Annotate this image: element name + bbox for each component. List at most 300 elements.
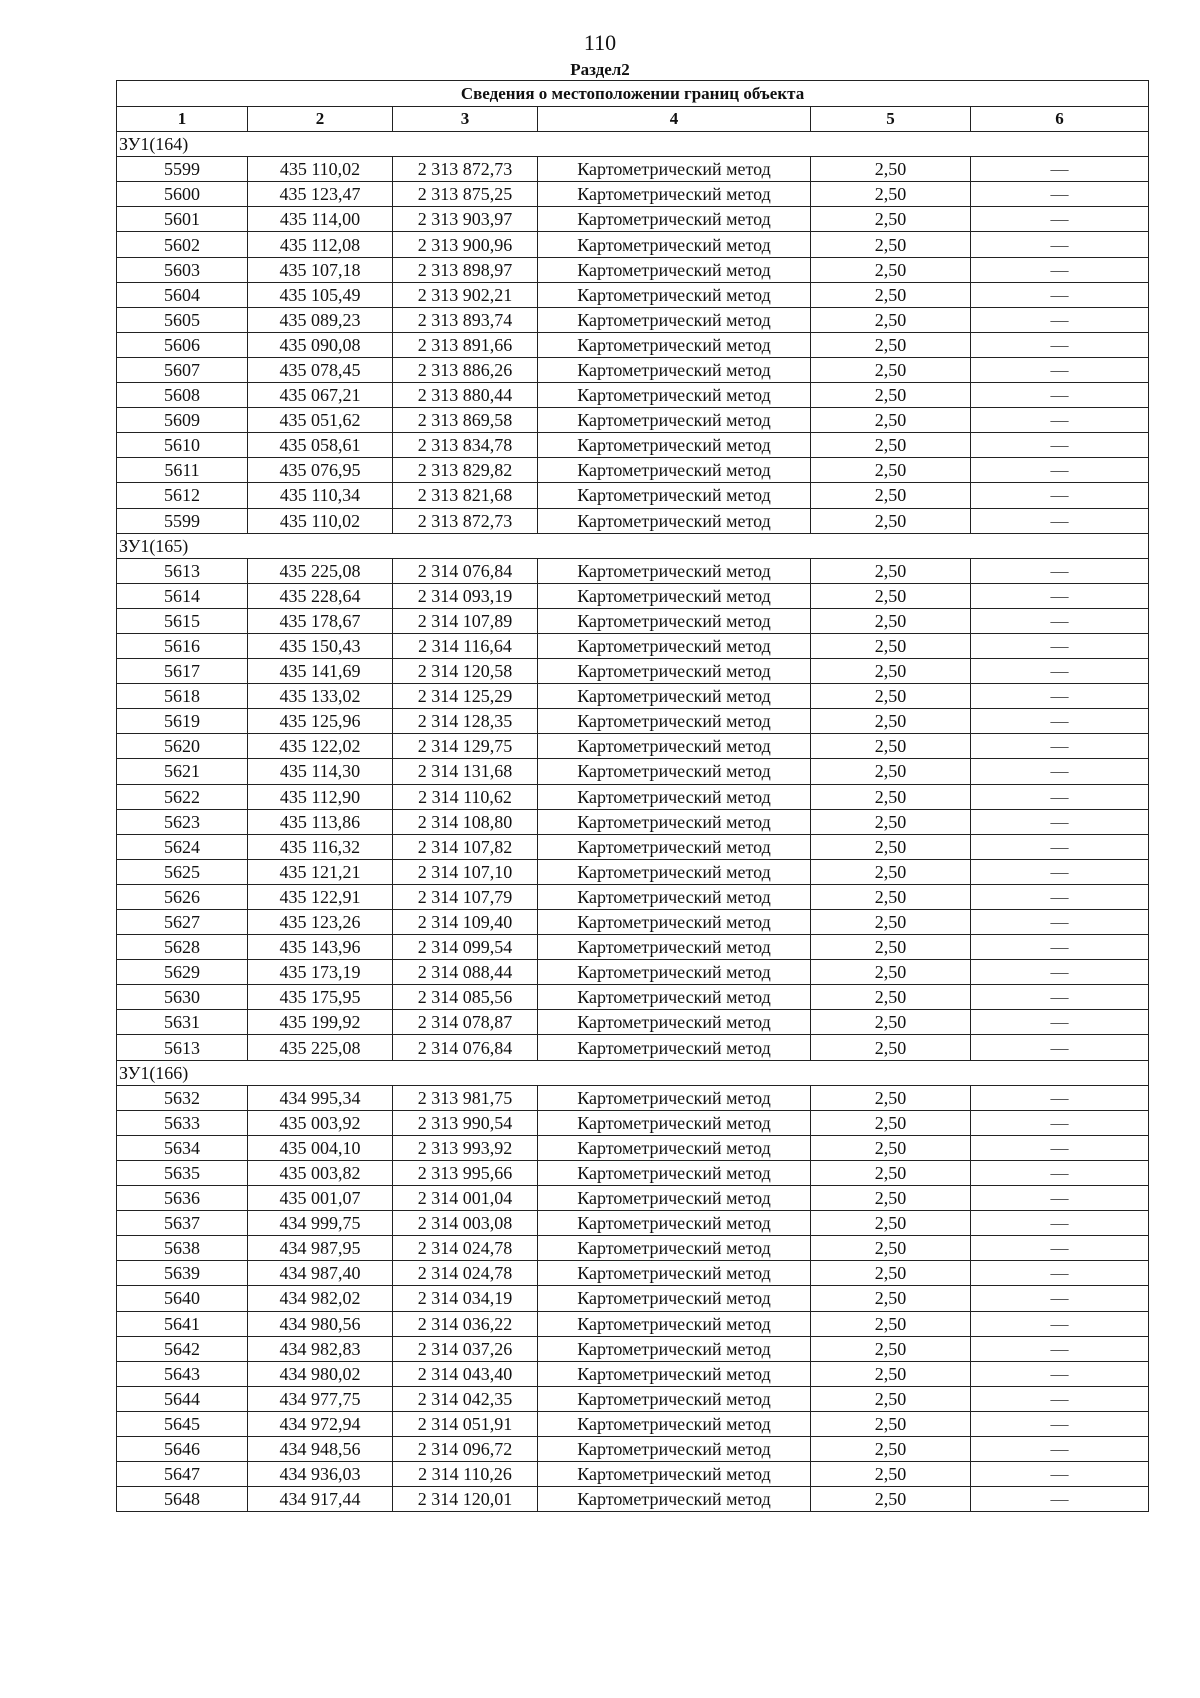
point-number-cell: 5608 xyxy=(117,383,248,408)
table-row xyxy=(117,1286,1149,1311)
x-coordinate-cell: 434 987,40 xyxy=(248,1261,393,1286)
table-row xyxy=(117,608,1149,633)
table-row xyxy=(117,684,1149,709)
y-coordinate-cell: 2 313 829,82 xyxy=(393,458,538,483)
point-number-cell: 5627 xyxy=(117,910,248,935)
x-coordinate-cell: 435 225,08 xyxy=(248,1035,393,1060)
method-cell: Картометрический метод xyxy=(538,910,811,935)
accuracy-cell: 2,50 xyxy=(811,307,971,332)
accuracy-cell: 2,50 xyxy=(811,659,971,684)
method-cell: Картометрический метод xyxy=(538,859,811,884)
point-number-cell: 5613 xyxy=(117,558,248,583)
point-number-cell: 5612 xyxy=(117,483,248,508)
method-cell: Картометрический метод xyxy=(538,282,811,307)
point-number-cell: 5648 xyxy=(117,1487,248,1512)
x-coordinate-cell: 435 199,92 xyxy=(248,1010,393,1035)
point-number-cell: 5622 xyxy=(117,784,248,809)
y-coordinate-cell: 2 314 107,79 xyxy=(393,884,538,909)
x-coordinate-cell: 434 987,95 xyxy=(248,1236,393,1261)
accuracy-cell: 2,50 xyxy=(811,583,971,608)
column-number-row xyxy=(117,107,1149,132)
method-cell: Картометрический метод xyxy=(538,357,811,382)
point-number-cell: 5619 xyxy=(117,709,248,734)
group-label: ЗУ1(164) xyxy=(117,132,1149,157)
note-cell: — xyxy=(971,1487,1149,1512)
accuracy-cell: 2,50 xyxy=(811,633,971,658)
point-number-cell: 5646 xyxy=(117,1436,248,1461)
table-row xyxy=(117,207,1149,232)
table-row xyxy=(117,910,1149,935)
table-row xyxy=(117,558,1149,583)
x-coordinate-cell: 434 917,44 xyxy=(248,1487,393,1512)
point-number-cell: 5632 xyxy=(117,1085,248,1110)
note-cell: — xyxy=(971,1436,1149,1461)
point-number-cell: 5642 xyxy=(117,1336,248,1361)
x-coordinate-cell: 435 122,91 xyxy=(248,884,393,909)
method-cell: Картометрический метод xyxy=(538,1311,811,1336)
point-number-cell: 5630 xyxy=(117,985,248,1010)
y-coordinate-cell: 2 314 107,89 xyxy=(393,608,538,633)
method-cell: Картометрический метод xyxy=(538,1462,811,1487)
x-coordinate-cell: 435 178,67 xyxy=(248,608,393,633)
table-row xyxy=(117,985,1149,1010)
accuracy-cell: 2,50 xyxy=(811,1487,971,1512)
accuracy-cell: 2,50 xyxy=(811,257,971,282)
note-cell: — xyxy=(971,383,1149,408)
point-number-cell: 5600 xyxy=(117,182,248,207)
note-cell: — xyxy=(971,1110,1149,1135)
point-number-cell: 5634 xyxy=(117,1135,248,1160)
method-cell: Картометрический метод xyxy=(538,884,811,909)
method-cell: Картометрический метод xyxy=(538,1487,811,1512)
point-number-cell: 5613 xyxy=(117,1035,248,1060)
note-cell: — xyxy=(971,508,1149,533)
note-cell: — xyxy=(971,659,1149,684)
x-coordinate-cell: 435 113,86 xyxy=(248,809,393,834)
x-coordinate-cell: 435 122,02 xyxy=(248,734,393,759)
group-header-row xyxy=(117,132,1149,157)
note-cell: — xyxy=(971,684,1149,709)
method-cell: Картометрический метод xyxy=(538,633,811,658)
point-number-cell: 5639 xyxy=(117,1261,248,1286)
note-cell: — xyxy=(971,1261,1149,1286)
table-row xyxy=(117,1411,1149,1436)
x-coordinate-cell: 434 982,02 xyxy=(248,1286,393,1311)
table-row xyxy=(117,458,1149,483)
point-number-cell: 5637 xyxy=(117,1211,248,1236)
y-coordinate-cell: 2 314 099,54 xyxy=(393,935,538,960)
y-coordinate-cell: 2 313 893,74 xyxy=(393,307,538,332)
point-number-cell: 5615 xyxy=(117,608,248,633)
note-cell: — xyxy=(971,1135,1149,1160)
method-cell: Картометрический метод xyxy=(538,1336,811,1361)
method-cell: Картометрический метод xyxy=(538,232,811,257)
table-row xyxy=(117,1160,1149,1185)
table-row xyxy=(117,859,1149,884)
note-cell: — xyxy=(971,433,1149,458)
point-number-cell: 5616 xyxy=(117,633,248,658)
method-cell: Картометрический метод xyxy=(538,1110,811,1135)
method-cell: Картометрический метод xyxy=(538,784,811,809)
note-cell: — xyxy=(971,709,1149,734)
x-coordinate-cell: 435 114,00 xyxy=(248,207,393,232)
accuracy-cell: 2,50 xyxy=(811,1261,971,1286)
accuracy-cell: 2,50 xyxy=(811,1311,971,1336)
point-number-cell: 5631 xyxy=(117,1010,248,1035)
accuracy-cell: 2,50 xyxy=(811,1462,971,1487)
accuracy-cell: 2,50 xyxy=(811,232,971,257)
accuracy-cell: 2,50 xyxy=(811,1411,971,1436)
point-number-cell: 5601 xyxy=(117,207,248,232)
x-coordinate-cell: 435 123,26 xyxy=(248,910,393,935)
note-cell: — xyxy=(971,633,1149,658)
accuracy-cell: 2,50 xyxy=(811,834,971,859)
x-coordinate-cell: 435 004,10 xyxy=(248,1135,393,1160)
note-cell: — xyxy=(971,458,1149,483)
note-cell: — xyxy=(971,232,1149,257)
note-cell: — xyxy=(971,809,1149,834)
column-number-3: 3 xyxy=(393,107,538,132)
accuracy-cell: 2,50 xyxy=(811,1336,971,1361)
accuracy-cell: 2,50 xyxy=(811,408,971,433)
x-coordinate-cell: 434 936,03 xyxy=(248,1462,393,1487)
x-coordinate-cell: 435 175,95 xyxy=(248,985,393,1010)
note-cell: — xyxy=(971,985,1149,1010)
table-row xyxy=(117,1336,1149,1361)
note-cell: — xyxy=(971,935,1149,960)
accuracy-cell: 2,50 xyxy=(811,734,971,759)
y-coordinate-cell: 2 313 891,66 xyxy=(393,332,538,357)
y-coordinate-cell: 2 314 107,82 xyxy=(393,834,538,859)
column-number-5: 5 xyxy=(811,107,971,132)
method-cell: Картометрический метод xyxy=(538,307,811,332)
accuracy-cell: 2,50 xyxy=(811,709,971,734)
y-coordinate-cell: 2 314 036,22 xyxy=(393,1311,538,1336)
note-cell: — xyxy=(971,1411,1149,1436)
method-cell: Картометрический метод xyxy=(538,207,811,232)
table-row xyxy=(117,834,1149,859)
point-number-cell: 5620 xyxy=(117,734,248,759)
accuracy-cell: 2,50 xyxy=(811,809,971,834)
point-number-cell: 5640 xyxy=(117,1286,248,1311)
x-coordinate-cell: 435 225,08 xyxy=(248,558,393,583)
table-row xyxy=(117,307,1149,332)
method-cell: Картометрический метод xyxy=(538,257,811,282)
y-coordinate-cell: 2 314 051,91 xyxy=(393,1411,538,1436)
table-row xyxy=(117,433,1149,458)
point-number-cell: 5609 xyxy=(117,408,248,433)
method-cell: Картометрический метод xyxy=(538,985,811,1010)
accuracy-cell: 2,50 xyxy=(811,1160,971,1185)
point-number-cell: 5618 xyxy=(117,684,248,709)
note-cell: — xyxy=(971,759,1149,784)
table-row xyxy=(117,1110,1149,1135)
x-coordinate-cell: 434 977,75 xyxy=(248,1386,393,1411)
accuracy-cell: 2,50 xyxy=(811,483,971,508)
note-cell: — xyxy=(971,282,1149,307)
table-row xyxy=(117,1361,1149,1386)
point-number-cell: 5641 xyxy=(117,1311,248,1336)
x-coordinate-cell: 434 980,02 xyxy=(248,1361,393,1386)
note-cell: — xyxy=(971,1386,1149,1411)
y-coordinate-cell: 2 313 821,68 xyxy=(393,483,538,508)
y-coordinate-cell: 2 313 903,97 xyxy=(393,207,538,232)
point-number-cell: 5610 xyxy=(117,433,248,458)
table-row xyxy=(117,332,1149,357)
y-coordinate-cell: 2 313 990,54 xyxy=(393,1110,538,1135)
note-cell: — xyxy=(971,1361,1149,1386)
point-number-cell: 5625 xyxy=(117,859,248,884)
note-cell: — xyxy=(971,784,1149,809)
point-number-cell: 5633 xyxy=(117,1110,248,1135)
x-coordinate-cell: 435 110,34 xyxy=(248,483,393,508)
method-cell: Картометрический метод xyxy=(538,1211,811,1236)
table-row xyxy=(117,408,1149,433)
point-number-cell: 5611 xyxy=(117,458,248,483)
accuracy-cell: 2,50 xyxy=(811,1035,971,1060)
x-coordinate-cell: 435 228,64 xyxy=(248,583,393,608)
table-row xyxy=(117,709,1149,734)
method-cell: Картометрический метод xyxy=(538,1386,811,1411)
method-cell: Картометрический метод xyxy=(538,1261,811,1286)
y-coordinate-cell: 2 314 120,58 xyxy=(393,659,538,684)
method-cell: Картометрический метод xyxy=(538,1361,811,1386)
point-number-cell: 5614 xyxy=(117,583,248,608)
table-row xyxy=(117,1462,1149,1487)
x-coordinate-cell: 435 121,21 xyxy=(248,859,393,884)
y-coordinate-cell: 2 314 116,64 xyxy=(393,633,538,658)
y-coordinate-cell: 2 314 131,68 xyxy=(393,759,538,784)
x-coordinate-cell: 435 051,62 xyxy=(248,408,393,433)
x-coordinate-cell: 435 116,32 xyxy=(248,834,393,859)
accuracy-cell: 2,50 xyxy=(811,1361,971,1386)
method-cell: Картометрический метод xyxy=(538,960,811,985)
x-coordinate-cell: 435 125,96 xyxy=(248,709,393,734)
y-coordinate-cell: 2 314 110,62 xyxy=(393,784,538,809)
accuracy-cell: 2,50 xyxy=(811,558,971,583)
accuracy-cell: 2,50 xyxy=(811,282,971,307)
y-coordinate-cell: 2 314 120,01 xyxy=(393,1487,538,1512)
x-coordinate-cell: 435 001,07 xyxy=(248,1186,393,1211)
y-coordinate-cell: 2 314 110,26 xyxy=(393,1462,538,1487)
table-body xyxy=(117,132,1149,1512)
column-number-1: 1 xyxy=(117,107,248,132)
point-number-cell: 5604 xyxy=(117,282,248,307)
point-number-cell: 5617 xyxy=(117,659,248,684)
point-number-cell: 5606 xyxy=(117,332,248,357)
y-coordinate-cell: 2 314 096,72 xyxy=(393,1436,538,1461)
note-cell: — xyxy=(971,1010,1149,1035)
point-number-cell: 5599 xyxy=(117,157,248,182)
point-number-cell: 5621 xyxy=(117,759,248,784)
table-row xyxy=(117,1436,1149,1461)
method-cell: Картометрический метод xyxy=(538,583,811,608)
accuracy-cell: 2,50 xyxy=(811,784,971,809)
point-number-cell: 5629 xyxy=(117,960,248,985)
table-caption: Сведения о местоположении границ объекта xyxy=(117,81,1149,107)
note-cell: — xyxy=(971,1286,1149,1311)
note-cell: — xyxy=(971,834,1149,859)
table-row xyxy=(117,659,1149,684)
point-number-cell: 5645 xyxy=(117,1411,248,1436)
method-cell: Картометрический метод xyxy=(538,809,811,834)
method-cell: Картометрический метод xyxy=(538,709,811,734)
x-coordinate-cell: 434 980,56 xyxy=(248,1311,393,1336)
method-cell: Картометрический метод xyxy=(538,684,811,709)
note-cell: — xyxy=(971,1462,1149,1487)
y-coordinate-cell: 2 313 993,92 xyxy=(393,1135,538,1160)
point-number-cell: 5602 xyxy=(117,232,248,257)
method-cell: Картометрический метод xyxy=(538,433,811,458)
note-cell: — xyxy=(971,1211,1149,1236)
table-row xyxy=(117,809,1149,834)
table-row xyxy=(117,1186,1149,1211)
method-cell: Картометрический метод xyxy=(538,659,811,684)
table-row xyxy=(117,357,1149,382)
y-coordinate-cell: 2 314 042,35 xyxy=(393,1386,538,1411)
accuracy-cell: 2,50 xyxy=(811,1085,971,1110)
table-row xyxy=(117,734,1149,759)
y-coordinate-cell: 2 314 085,56 xyxy=(393,985,538,1010)
note-cell: — xyxy=(971,1035,1149,1060)
accuracy-cell: 2,50 xyxy=(811,960,971,985)
column-number-2: 2 xyxy=(248,107,393,132)
y-coordinate-cell: 2 314 093,19 xyxy=(393,583,538,608)
point-number-cell: 5636 xyxy=(117,1186,248,1211)
x-coordinate-cell: 435 003,82 xyxy=(248,1160,393,1185)
accuracy-cell: 2,50 xyxy=(811,1186,971,1211)
table-row xyxy=(117,960,1149,985)
table-row xyxy=(117,483,1149,508)
table-row xyxy=(117,232,1149,257)
point-number-cell: 5647 xyxy=(117,1462,248,1487)
note-cell: — xyxy=(971,1160,1149,1185)
x-coordinate-cell: 435 133,02 xyxy=(248,684,393,709)
x-coordinate-cell: 435 090,08 xyxy=(248,332,393,357)
table-row xyxy=(117,884,1149,909)
x-coordinate-cell: 435 150,43 xyxy=(248,633,393,658)
x-coordinate-cell: 435 003,92 xyxy=(248,1110,393,1135)
x-coordinate-cell: 435 089,23 xyxy=(248,307,393,332)
accuracy-cell: 2,50 xyxy=(811,935,971,960)
x-coordinate-cell: 435 067,21 xyxy=(248,383,393,408)
y-coordinate-cell: 2 314 129,75 xyxy=(393,734,538,759)
table-row xyxy=(117,1211,1149,1236)
group-header-row xyxy=(117,533,1149,558)
y-coordinate-cell: 2 314 125,29 xyxy=(393,684,538,709)
point-number-cell: 5605 xyxy=(117,307,248,332)
note-cell: — xyxy=(971,483,1149,508)
x-coordinate-cell: 435 114,30 xyxy=(248,759,393,784)
accuracy-cell: 2,50 xyxy=(811,985,971,1010)
accuracy-cell: 2,50 xyxy=(811,759,971,784)
y-coordinate-cell: 2 314 109,40 xyxy=(393,910,538,935)
table-row xyxy=(117,1487,1149,1512)
accuracy-cell: 2,50 xyxy=(811,1436,971,1461)
table-row xyxy=(117,282,1149,307)
method-cell: Картометрический метод xyxy=(538,935,811,960)
accuracy-cell: 2,50 xyxy=(811,684,971,709)
accuracy-cell: 2,50 xyxy=(811,458,971,483)
y-coordinate-cell: 2 314 034,19 xyxy=(393,1286,538,1311)
x-coordinate-cell: 435 107,18 xyxy=(248,257,393,282)
accuracy-cell: 2,50 xyxy=(811,383,971,408)
method-cell: Картометрический метод xyxy=(538,383,811,408)
accuracy-cell: 2,50 xyxy=(811,508,971,533)
x-coordinate-cell: 435 112,08 xyxy=(248,232,393,257)
point-number-cell: 5624 xyxy=(117,834,248,859)
accuracy-cell: 2,50 xyxy=(811,910,971,935)
accuracy-cell: 2,50 xyxy=(811,1236,971,1261)
note-cell: — xyxy=(971,357,1149,382)
method-cell: Картометрический метод xyxy=(538,734,811,759)
table-row xyxy=(117,182,1149,207)
method-cell: Картометрический метод xyxy=(538,408,811,433)
accuracy-cell: 2,50 xyxy=(811,1010,971,1035)
table-row xyxy=(117,583,1149,608)
column-number-6: 6 xyxy=(971,107,1149,132)
table-row xyxy=(117,157,1149,182)
boundary-coordinates-table xyxy=(116,80,1149,1512)
point-number-cell: 5638 xyxy=(117,1236,248,1261)
x-coordinate-cell: 435 173,19 xyxy=(248,960,393,985)
y-coordinate-cell: 2 313 898,97 xyxy=(393,257,538,282)
y-coordinate-cell: 2 314 107,10 xyxy=(393,859,538,884)
note-cell: — xyxy=(971,332,1149,357)
accuracy-cell: 2,50 xyxy=(811,1386,971,1411)
method-cell: Картометрический метод xyxy=(538,834,811,859)
method-cell: Картометрический метод xyxy=(538,608,811,633)
x-coordinate-cell: 435 141,69 xyxy=(248,659,393,684)
point-number-cell: 5626 xyxy=(117,884,248,909)
method-cell: Картометрический метод xyxy=(538,1035,811,1060)
x-coordinate-cell: 434 995,34 xyxy=(248,1085,393,1110)
method-cell: Картометрический метод xyxy=(538,1010,811,1035)
x-coordinate-cell: 435 110,02 xyxy=(248,508,393,533)
x-coordinate-cell: 434 999,75 xyxy=(248,1211,393,1236)
note-cell: — xyxy=(971,1186,1149,1211)
y-coordinate-cell: 2 314 078,87 xyxy=(393,1010,538,1035)
table-row xyxy=(117,1311,1149,1336)
y-coordinate-cell: 2 313 880,44 xyxy=(393,383,538,408)
y-coordinate-cell: 2 313 869,58 xyxy=(393,408,538,433)
table-row xyxy=(117,935,1149,960)
note-cell: — xyxy=(971,157,1149,182)
note-cell: — xyxy=(971,1336,1149,1361)
method-cell: Картометрический метод xyxy=(538,1286,811,1311)
method-cell: Картометрический метод xyxy=(538,157,811,182)
y-coordinate-cell: 2 314 076,84 xyxy=(393,1035,538,1060)
method-cell: Картометрический метод xyxy=(538,182,811,207)
method-cell: Картометрический метод xyxy=(538,1186,811,1211)
accuracy-cell: 2,50 xyxy=(811,332,971,357)
table-row xyxy=(117,1261,1149,1286)
x-coordinate-cell: 435 078,45 xyxy=(248,357,393,382)
method-cell: Картометрический метод xyxy=(538,1085,811,1110)
method-cell: Картометрический метод xyxy=(538,1236,811,1261)
note-cell: — xyxy=(971,558,1149,583)
table-row xyxy=(117,633,1149,658)
y-coordinate-cell: 2 314 037,26 xyxy=(393,1336,538,1361)
point-number-cell: 5603 xyxy=(117,257,248,282)
accuracy-cell: 2,50 xyxy=(811,182,971,207)
y-coordinate-cell: 2 314 024,78 xyxy=(393,1236,538,1261)
table-row xyxy=(117,1035,1149,1060)
y-coordinate-cell: 2 314 088,44 xyxy=(393,960,538,985)
note-cell: — xyxy=(971,859,1149,884)
column-number-4: 4 xyxy=(538,107,811,132)
accuracy-cell: 2,50 xyxy=(811,884,971,909)
